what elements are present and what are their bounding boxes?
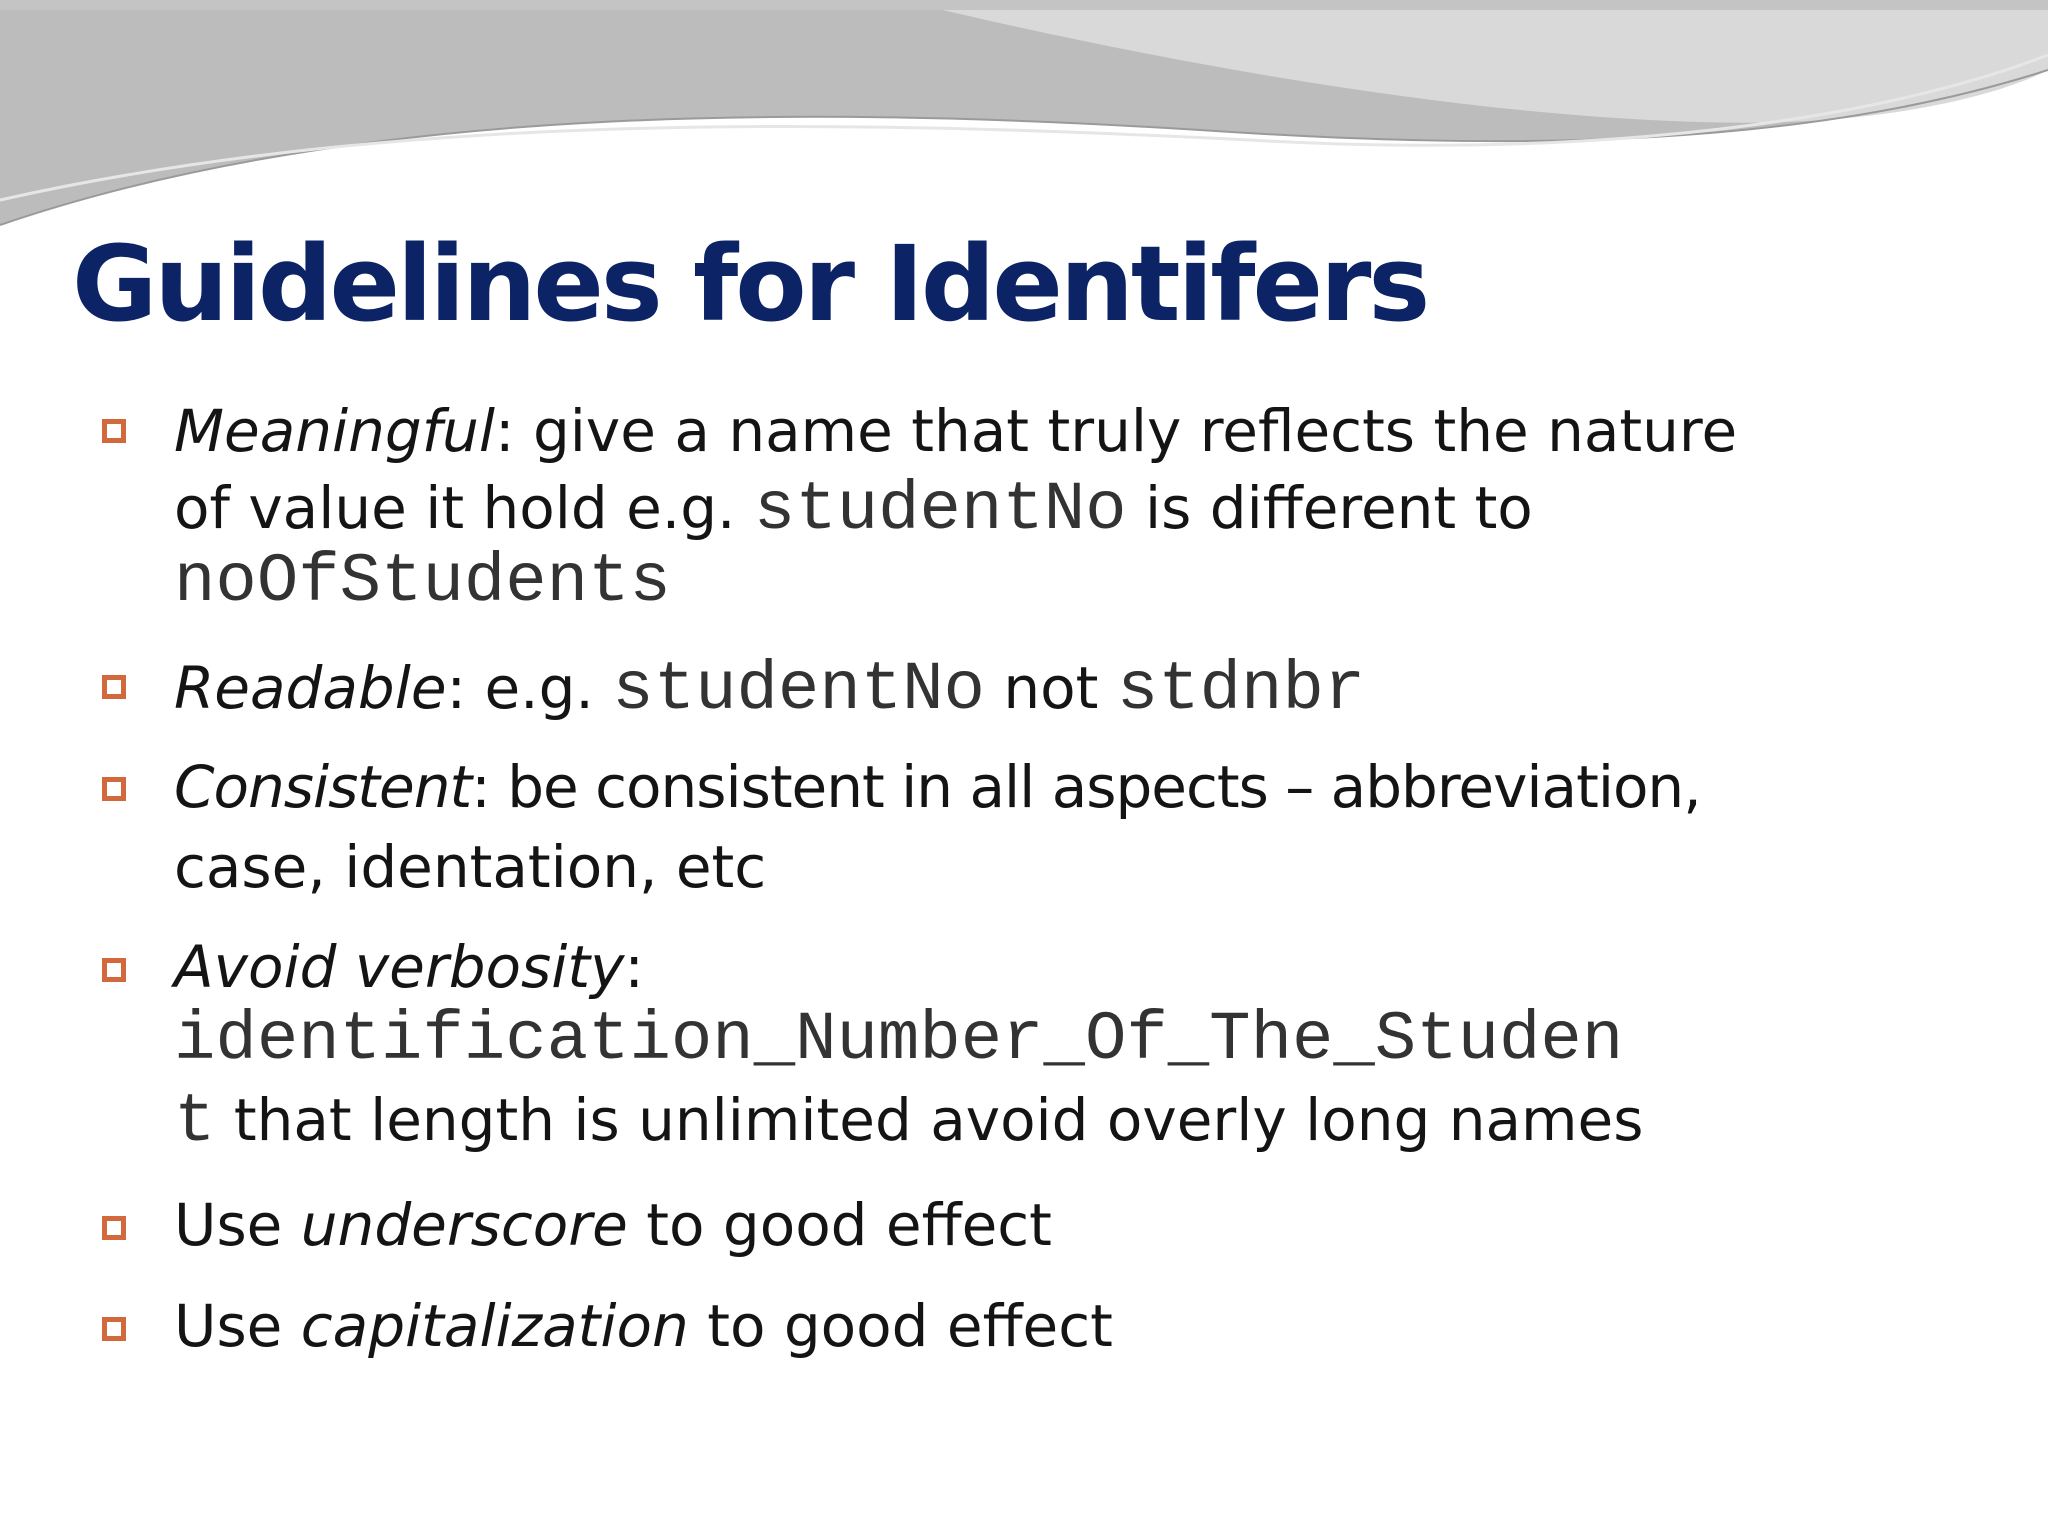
bullet-marker-meaningful xyxy=(102,419,126,443)
code-long-identifier: identification_Number_Of_The_Studen xyxy=(174,1001,1624,1079)
bullet-consistent-line-2: case, identation, etc xyxy=(174,833,767,901)
term-consistent: Consistent xyxy=(174,753,472,821)
code-studentNo-2: studentNo xyxy=(612,651,985,729)
code-noOfStudents: noOfStudents xyxy=(174,543,671,621)
bullet-consistent-text: : be consistent in all aspects – abbreviation, xyxy=(471,753,1701,821)
bullet-meaningful-line-3 xyxy=(174,543,671,621)
term-underscore: underscore xyxy=(300,1191,628,1259)
code-studentNo: studentNo xyxy=(753,471,1127,549)
bullet-capitalization-text-2: to good effect xyxy=(688,1292,1113,1360)
bullet-underscore-text: Use xyxy=(174,1191,301,1259)
bullet-meaningful-text-2: of value it hold e.g. xyxy=(174,474,754,542)
header-swoosh-decoration xyxy=(0,0,2048,240)
bullet-readable-text-2: not xyxy=(984,654,1117,722)
bullet-verbosity-line-2 xyxy=(174,1001,1624,1079)
bullet-meaningful-text: : give a name that truly reflects the nature xyxy=(495,397,1738,465)
term-capitalization: capitalization xyxy=(300,1292,689,1360)
bullet-marker-consistent xyxy=(102,777,126,801)
bullet-meaningful-line-1 xyxy=(174,397,1738,465)
term-meaningful: Meaningful xyxy=(174,397,496,465)
bullet-marker-underscore xyxy=(102,1216,126,1240)
bullet-consistent-line-1 xyxy=(174,753,1701,821)
bullet-marker-capitalization xyxy=(102,1317,126,1341)
term-avoid-verbosity: Avoid verbosity xyxy=(174,933,625,1001)
bullet-verbosity-text: that length is unlimited avoid overly long names xyxy=(215,1086,1644,1154)
code-stdnbr: stdnbr xyxy=(1116,651,1366,729)
bullet-verbosity-line-3 xyxy=(174,1083,1644,1161)
bullet-underscore-line xyxy=(174,1191,1052,1259)
bullet-meaningful-text-3: is different to xyxy=(1126,474,1533,542)
bullet-meaningful-line-2 xyxy=(174,471,1533,549)
bullet-capitalization-text: Use xyxy=(174,1292,301,1360)
bullet-readable-line xyxy=(174,651,1366,729)
slide-title: Guidelines for Identifers xyxy=(72,223,1428,345)
bullet-underscore-text-2: to good effect xyxy=(627,1191,1052,1259)
bullet-verbosity-colon: : xyxy=(624,933,644,1001)
bullet-verbosity-line-1 xyxy=(174,933,644,1001)
term-readable: Readable xyxy=(174,654,447,722)
bullet-readable-text: : e.g. xyxy=(446,654,613,722)
bullet-capitalization-line xyxy=(174,1292,1113,1360)
bullet-marker-avoid-verbosity xyxy=(102,958,126,982)
code-long-identifier-tail: t xyxy=(174,1083,216,1161)
bullet-marker-readable xyxy=(102,675,126,699)
